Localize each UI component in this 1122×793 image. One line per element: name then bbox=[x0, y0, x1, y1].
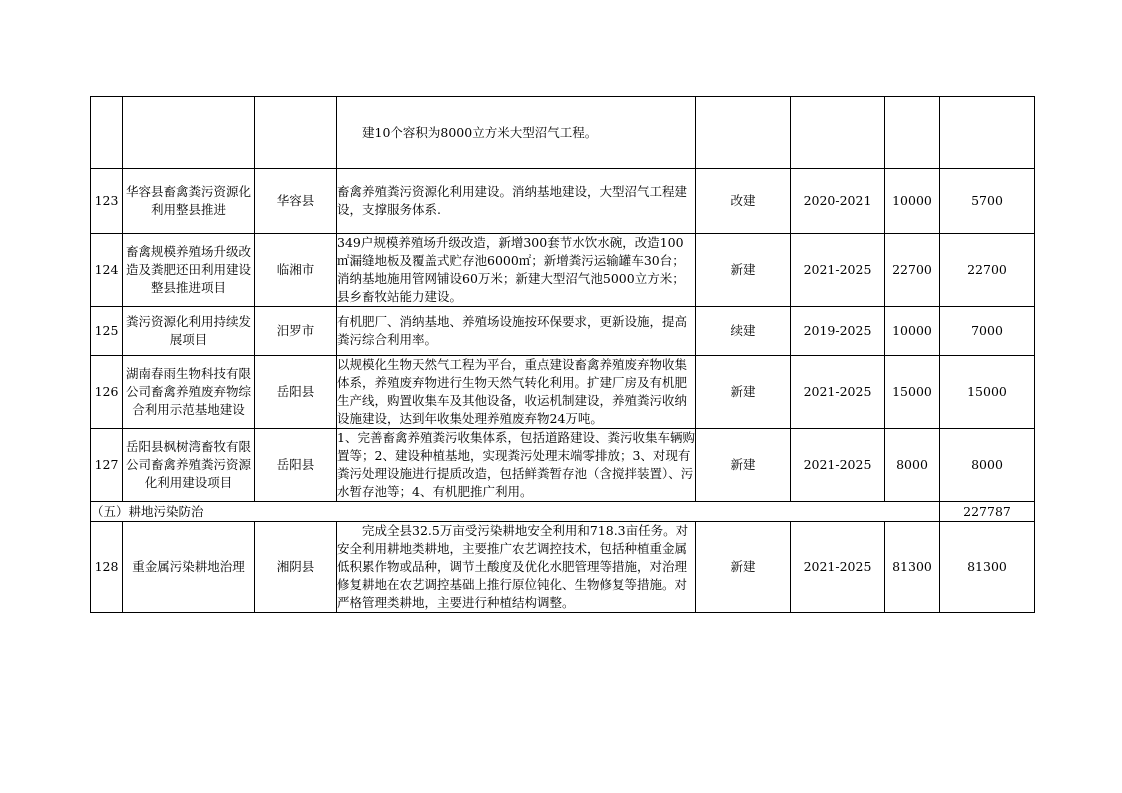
cell-name: 湖南春雨生物科技有限公司畜禽养殖废弃物综合利用示范基地建设 bbox=[123, 356, 255, 429]
section-label: （五）耕地污染防治 bbox=[91, 502, 940, 522]
cell-years: 2021-2025 bbox=[791, 356, 885, 429]
cell-name: 畜禽规模养殖场升级改造及粪肥还田利用建设整县推进项目 bbox=[123, 234, 255, 307]
table-row bbox=[91, 169, 1035, 234]
cell-years: 2020-2021 bbox=[791, 169, 885, 234]
cell-type: 新建 bbox=[696, 522, 791, 613]
cell-investment: 22700 bbox=[940, 234, 1035, 307]
cell-number: 126 bbox=[91, 356, 123, 429]
cell-area: 临湘市 bbox=[255, 234, 337, 307]
cell-investment: 15000 bbox=[940, 356, 1035, 429]
cell-area: 湘阴县 bbox=[255, 522, 337, 613]
cell-total: 81300 bbox=[885, 522, 940, 613]
cell-type: 新建 bbox=[696, 234, 791, 307]
cell-content: 以规模化生物天然气工程为平台，重点建设畜禽养殖废弃物收集体系，养殖废弃物进行生物天然气转化利用。扩建厂房及有机肥生产线，购置收集车及其他设备，收运机制建设，养殖粪污收纳设施建设，达到年收集处理养殖废弃物24万吨。 bbox=[337, 356, 696, 429]
cell-years: 2021-2025 bbox=[791, 234, 885, 307]
cell-content: 349户规模养殖场升级改造，新增300套节水饮水碗，改造100㎡漏缝地板及覆盖式贮存池6000㎡；新增粪污运输罐车30台；消纳基地施用管网铺设60万米；新建大型沼气池5000立方米；县乡畜牧站能力建设。 bbox=[337, 234, 696, 307]
cell-investment: 8000 bbox=[940, 429, 1035, 502]
cell-content: 完成全县32.5万亩受污染耕地安全利用和718.3亩任务。对安全利用耕地类耕地，主要推广农艺调控技术，包括种植重金属低积累作物或品种，调节土酸度及优化水肥管理等措施，对治理修复耕地在农艺调控基础上推行原位钝化、生物修复等措施。对严格管理类耕地，主要进行种植结构调整。 bbox=[337, 522, 696, 613]
cell-investment: 7000 bbox=[940, 307, 1035, 356]
cell-name bbox=[123, 97, 255, 169]
cell-number: 127 bbox=[91, 429, 123, 502]
cell-type: 新建 bbox=[696, 356, 791, 429]
cell-number: 128 bbox=[91, 522, 123, 613]
cell-content: 建10个容积为8000立方米大型沼气工程。 bbox=[337, 97, 696, 169]
cell-years: 2021-2025 bbox=[791, 522, 885, 613]
cell-name: 岳阳县枫树湾畜牧有限公司畜禽养殖粪污资源化利用建设项目 bbox=[123, 429, 255, 502]
section-total: 227787 bbox=[940, 502, 1035, 522]
cell-area: 华容县 bbox=[255, 169, 337, 234]
cell-investment bbox=[940, 97, 1035, 169]
cell-number bbox=[91, 97, 123, 169]
table-row bbox=[91, 356, 1035, 429]
table-row bbox=[91, 429, 1035, 502]
cell-content: 1、完善畜禽养殖粪污收集体系，包括道路建设、粪污收集车辆购置等；2、建设种植基地，实现粪污处理末端零排放；3、对现有粪污处理设施进行提质改造，包括鲜粪暂存池（含搅拌装置）、污水暂存池等；4、有机肥推广利用。 bbox=[337, 429, 696, 502]
cell-number: 125 bbox=[91, 307, 123, 356]
cell-name: 重金属污染耕地治理 bbox=[123, 522, 255, 613]
cell-years: 2019-2025 bbox=[791, 307, 885, 356]
cell-area: 汨罗市 bbox=[255, 307, 337, 356]
cell-total: 22700 bbox=[885, 234, 940, 307]
project-table bbox=[90, 96, 1035, 613]
cell-investment: 81300 bbox=[940, 522, 1035, 613]
cell-years: 2021-2025 bbox=[791, 429, 885, 502]
table-row bbox=[91, 234, 1035, 307]
cell-total: 15000 bbox=[885, 356, 940, 429]
cell-name: 华容县畜禽粪污资源化利用整县推进 bbox=[123, 169, 255, 234]
table-row bbox=[91, 307, 1035, 356]
section-row bbox=[91, 502, 1035, 522]
cell-total: 10000 bbox=[885, 307, 940, 356]
cell-total bbox=[885, 97, 940, 169]
cell-area: 岳阳县 bbox=[255, 429, 337, 502]
cell-investment: 5700 bbox=[940, 169, 1035, 234]
cell-years bbox=[791, 97, 885, 169]
table-row bbox=[91, 522, 1035, 613]
cell-number: 123 bbox=[91, 169, 123, 234]
cell-name: 粪污资源化利用持续发展项目 bbox=[123, 307, 255, 356]
cell-total: 10000 bbox=[885, 169, 940, 234]
cell-area bbox=[255, 97, 337, 169]
cell-area: 岳阳县 bbox=[255, 356, 337, 429]
cell-number: 124 bbox=[91, 234, 123, 307]
cell-type: 续建 bbox=[696, 307, 791, 356]
cell-type: 新建 bbox=[696, 429, 791, 502]
cell-content: 畜禽养殖粪污资源化利用建设。消纳基地建设，大型沼气工程建设，支撑服务体系. bbox=[337, 169, 696, 234]
cell-type bbox=[696, 97, 791, 169]
cell-total: 8000 bbox=[885, 429, 940, 502]
cell-type: 改建 bbox=[696, 169, 791, 234]
cell-content: 有机肥厂、消纳基地、养殖场设施按环保要求，更新设施，提高粪污综合利用率。 bbox=[337, 307, 696, 356]
table-row bbox=[91, 97, 1035, 169]
